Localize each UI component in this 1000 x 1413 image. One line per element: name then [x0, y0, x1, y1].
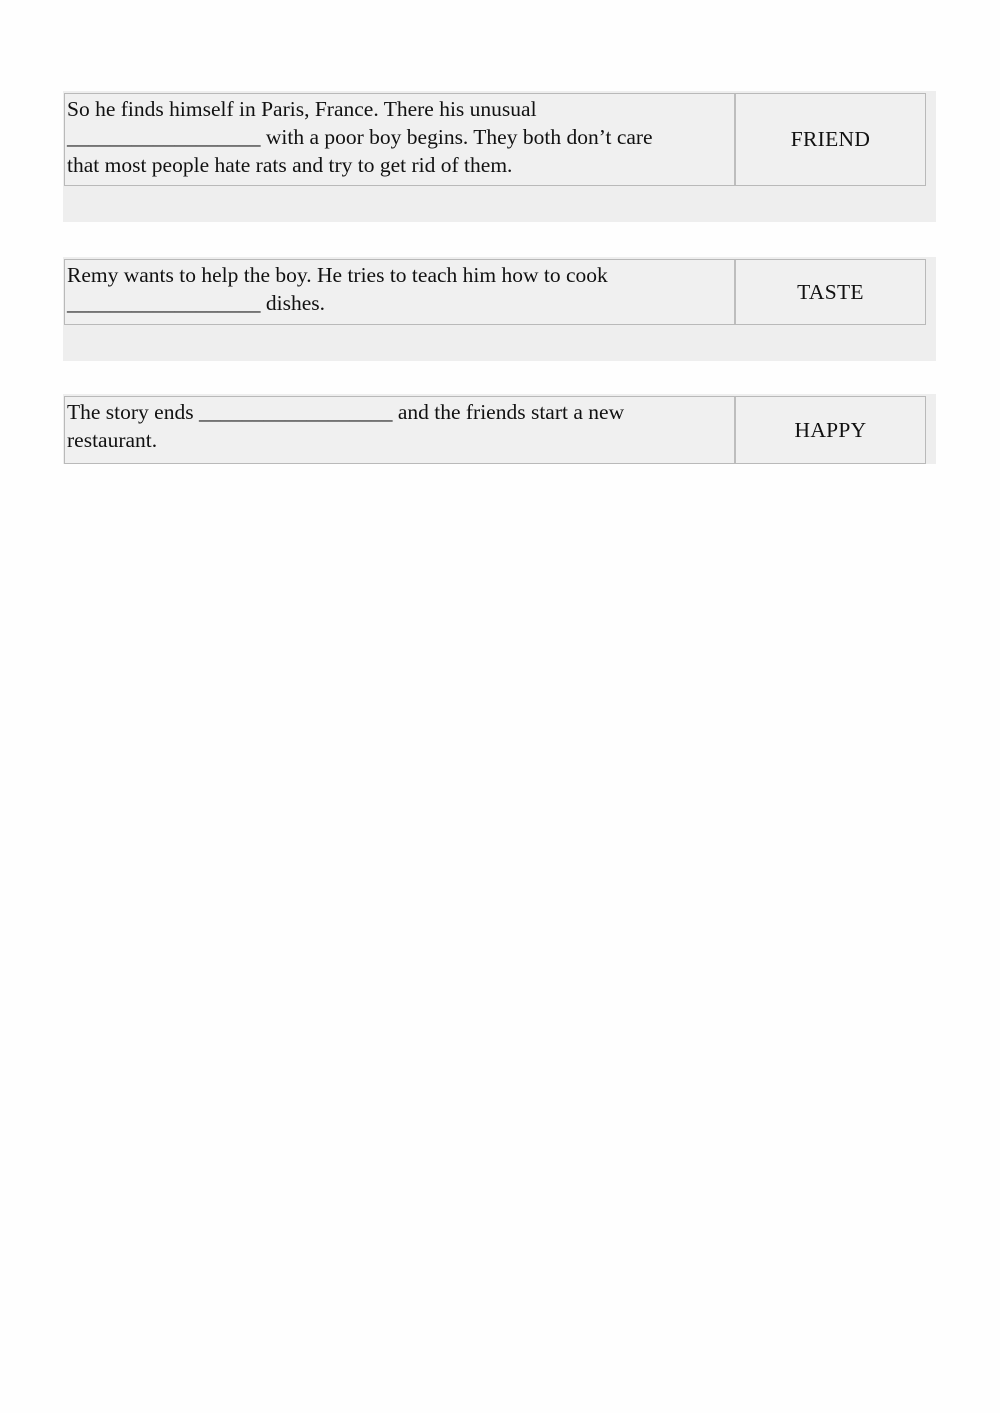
- exercise-row: [64, 93, 926, 186]
- exercise-block-1: [63, 91, 936, 222]
- exercise-row: [64, 396, 926, 464]
- exercise-block-3: [63, 394, 936, 464]
- exercise-keyword: TASTE: [797, 279, 864, 304]
- exercise-keyword: HAPPY: [794, 417, 867, 442]
- exercise-block-2: [63, 257, 936, 361]
- exercise-sentence: The story ends __________________ and the friends start a new restaurant.: [65, 397, 736, 463]
- exercise-keyword: FRIEND: [790, 127, 871, 151]
- exercise-sentence: Remy wants to help the boy. He tries to teach him how to cook __________________ dishes.: [65, 260, 736, 324]
- exercise-row: [64, 259, 926, 325]
- exercise-sentence: So he finds himself in Paris, France. There his unusual __________________ with a poor boy begins. They both don’t care that most people hate rats and try to get rid of them.: [65, 94, 736, 185]
